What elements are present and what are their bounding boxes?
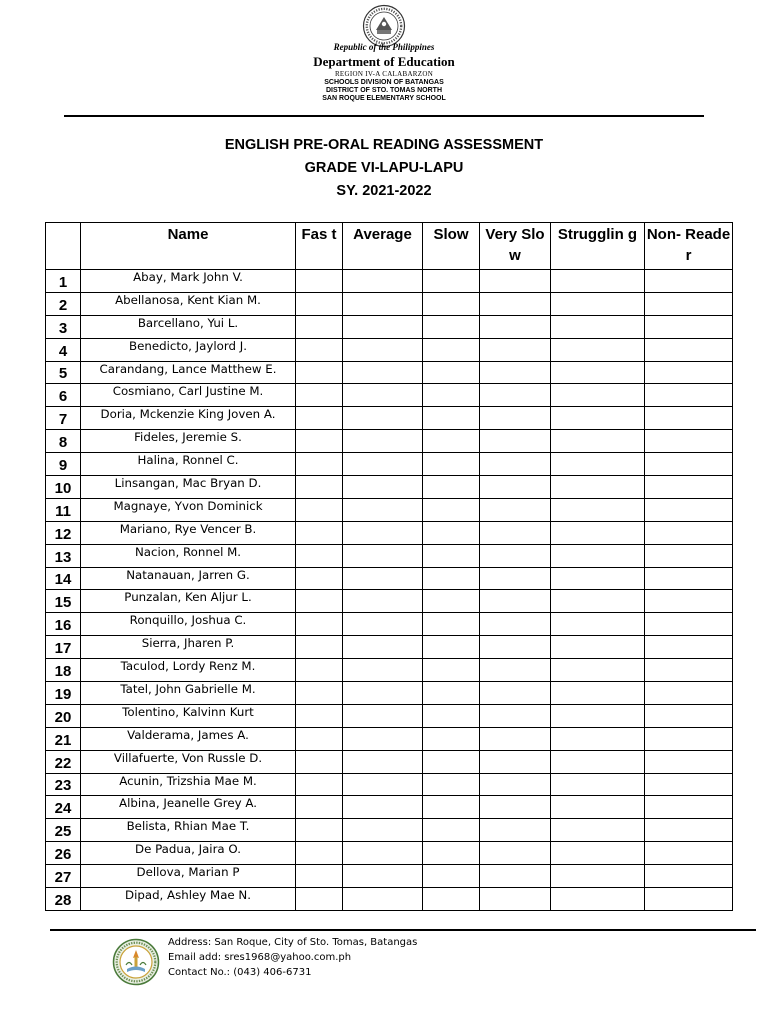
cell-average[interactable] [343,819,423,842]
cell-very-slow[interactable] [480,750,551,773]
cell-fast[interactable] [296,842,343,865]
row-number: 8 [46,430,81,453]
cell-non-reader[interactable] [645,842,733,865]
cell-very-slow[interactable] [480,590,551,613]
row-number: 28 [46,888,81,911]
student-name: Valderama, James A. [81,727,296,750]
row-number: 23 [46,773,81,796]
table-row [46,590,733,613]
cell-struggling[interactable] [551,704,645,727]
cell-very-slow[interactable] [480,521,551,544]
school-label: SAN ROQUE ELEMENTARY SCHOOL [322,95,446,102]
cell-average[interactable] [343,865,423,888]
cell-non-reader[interactable] [645,453,733,476]
cell-average[interactable] [343,453,423,476]
row-number: 16 [46,613,81,636]
student-name: Tolentino, Kalvinn Kurt [81,704,296,727]
cell-non-reader[interactable] [645,682,733,705]
cell-slow[interactable] [423,704,480,727]
cell-struggling[interactable] [551,750,645,773]
row-number: 6 [46,384,81,407]
cell-very-slow[interactable] [480,567,551,590]
cell-average[interactable] [343,384,423,407]
cell-struggling[interactable] [551,819,645,842]
cell-very-slow[interactable] [480,796,551,819]
row-number: 4 [46,338,81,361]
cell-non-reader[interactable] [645,407,733,430]
table-row [46,476,733,499]
student-name: Carandang, Lance Matthew E. [81,361,296,384]
cell-fast[interactable] [296,270,343,293]
cell-non-reader[interactable] [645,338,733,361]
cell-fast[interactable] [296,338,343,361]
cell-slow[interactable] [423,453,480,476]
cell-average[interactable] [343,727,423,750]
cell-slow[interactable] [423,338,480,361]
cell-struggling[interactable] [551,842,645,865]
student-name: Belista, Rhian Mae T. [81,819,296,842]
cell-very-slow[interactable] [480,476,551,499]
cell-non-reader[interactable] [645,384,733,407]
col-name-header: Name [81,223,296,270]
cell-very-slow[interactable] [480,888,551,911]
row-number: 24 [46,796,81,819]
cell-fast[interactable] [296,430,343,453]
cell-struggling[interactable] [551,384,645,407]
cell-very-slow[interactable] [480,727,551,750]
cell-very-slow[interactable] [480,682,551,705]
cell-fast[interactable] [296,750,343,773]
cell-struggling[interactable] [551,888,645,911]
cell-non-reader[interactable] [645,727,733,750]
cell-very-slow[interactable] [480,613,551,636]
cell-fast[interactable] [296,476,343,499]
cell-very-slow[interactable] [480,842,551,865]
student-name: Fideles, Jeremie S. [81,430,296,453]
table-header-row [46,223,733,270]
cell-very-slow[interactable] [480,865,551,888]
cell-non-reader[interactable] [645,865,733,888]
row-number: 10 [46,476,81,499]
col-non-reader-header: Non- Reader [645,223,733,270]
cell-average[interactable] [343,842,423,865]
table-row [46,727,733,750]
row-number: 20 [46,704,81,727]
cell-average[interactable] [343,498,423,521]
student-name: Acunin, Trizshia Mae M. [81,773,296,796]
cell-fast[interactable] [296,613,343,636]
cell-struggling[interactable] [551,338,645,361]
footer-divider [50,929,756,931]
cell-slow[interactable] [423,292,480,315]
cell-non-reader[interactable] [645,430,733,453]
cell-struggling[interactable] [551,521,645,544]
cell-non-reader[interactable] [645,361,733,384]
footer-address: Address: San Roque, City of Sto. Tomas, Batangas [168,937,418,948]
table-row [46,842,733,865]
region-label: REGION IV-A CALABARZON [334,70,434,78]
cell-fast[interactable] [296,453,343,476]
row-number: 13 [46,544,81,567]
student-name: Sierra, Jharen P. [81,636,296,659]
row-number: 11 [46,498,81,521]
table-row [46,865,733,888]
cell-very-slow[interactable] [480,704,551,727]
cell-very-slow[interactable] [480,292,551,315]
student-name: Abay, Mark John V. [81,270,296,293]
cell-slow[interactable] [423,659,480,682]
student-name: Barcellano, Yui L. [81,315,296,338]
cell-very-slow[interactable] [480,407,551,430]
cell-non-reader[interactable] [645,315,733,338]
student-name: Ronquillo, Joshua C. [81,613,296,636]
row-number: 12 [46,521,81,544]
cell-very-slow[interactable] [480,453,551,476]
student-name: Taculod, Lordy Renz M. [81,659,296,682]
col-number-header [46,223,81,270]
table-row [46,315,733,338]
cell-average[interactable] [343,544,423,567]
row-number: 7 [46,407,81,430]
district-label: DISTRICT OF STO. TOMAS NORTH [325,87,443,94]
table-row [46,544,733,567]
student-name: Cosmiano, Carl Justine M. [81,384,296,407]
student-name: Dipad, Ashley Mae N. [81,888,296,911]
cell-struggling[interactable] [551,315,645,338]
cell-fast[interactable] [296,819,343,842]
row-number: 18 [46,659,81,682]
cell-slow[interactable] [423,361,480,384]
table-row [46,453,733,476]
cell-non-reader[interactable] [645,270,733,293]
cell-non-reader[interactable] [645,819,733,842]
row-number: 26 [46,842,81,865]
student-name: Linsangan, Mac Bryan D. [81,476,296,499]
cell-struggling[interactable] [551,476,645,499]
cell-fast[interactable] [296,544,343,567]
cell-non-reader[interactable] [645,888,733,911]
cell-non-reader[interactable] [645,567,733,590]
cell-very-slow[interactable] [480,270,551,293]
cell-struggling[interactable] [551,865,645,888]
table-row [46,636,733,659]
table-row [46,567,733,590]
table-row [46,659,733,682]
col-slow-header: Slow [423,223,480,270]
cell-average[interactable] [343,773,423,796]
table-row [46,773,733,796]
department-label: Department of Education [313,54,455,69]
cell-slow[interactable] [423,384,480,407]
cell-average[interactable] [343,476,423,499]
cell-average[interactable] [343,888,423,911]
table-row [46,819,733,842]
student-name: Natanauan, Jarren G. [81,567,296,590]
row-number: 9 [46,453,81,476]
cell-very-slow[interactable] [480,315,551,338]
student-name: Albina, Jeanelle Grey A. [81,796,296,819]
cell-non-reader[interactable] [645,498,733,521]
table-row [46,430,733,453]
cell-struggling[interactable] [551,727,645,750]
student-name: Tatel, John Gabrielle M. [81,682,296,705]
table-row [46,521,733,544]
cell-average[interactable] [343,270,423,293]
division-label: SCHOOLS DIVISION OF BATANGAS [324,79,444,86]
cell-slow[interactable] [423,636,480,659]
cell-fast[interactable] [296,865,343,888]
cell-fast[interactable] [296,659,343,682]
cell-fast[interactable] [296,796,343,819]
cell-average[interactable] [343,796,423,819]
cell-very-slow[interactable] [480,361,551,384]
table-row [46,407,733,430]
cell-average[interactable] [343,613,423,636]
cell-non-reader[interactable] [645,773,733,796]
cell-non-reader[interactable] [645,613,733,636]
header-divider [64,115,704,117]
row-number: 15 [46,590,81,613]
cell-fast[interactable] [296,704,343,727]
table-row [46,498,733,521]
cell-struggling[interactable] [551,292,645,315]
cell-slow[interactable] [423,270,480,293]
cell-non-reader[interactable] [645,636,733,659]
school-year-title: SY. 2021-2022 [336,183,432,199]
cell-slow[interactable] [423,544,480,567]
cell-slow[interactable] [423,682,480,705]
col-average-header: Average [343,223,423,270]
col-struggling-header: Strugglin g [551,223,645,270]
student-name: Mariano, Rye Vencer B. [81,521,296,544]
cell-very-slow[interactable] [480,636,551,659]
cell-average[interactable] [343,590,423,613]
cell-struggling[interactable] [551,453,645,476]
cell-average[interactable] [343,636,423,659]
cell-struggling[interactable] [551,544,645,567]
table-row [46,888,733,911]
cell-non-reader[interactable] [645,704,733,727]
table-row [46,270,733,293]
cell-slow[interactable] [423,613,480,636]
cell-very-slow[interactable] [480,430,551,453]
row-number: 14 [46,567,81,590]
table-row [46,361,733,384]
cell-average[interactable] [343,361,423,384]
col-fast-header: Fas t [296,223,343,270]
assessment-table [45,222,733,911]
cell-average[interactable] [343,430,423,453]
table-row [46,613,733,636]
cell-fast[interactable] [296,888,343,911]
student-name: Magnaye, Yvon Dominick [81,498,296,521]
cell-slow[interactable] [423,773,480,796]
cell-average[interactable] [343,659,423,682]
cell-non-reader[interactable] [645,521,733,544]
student-name: De Padua, Jaira O. [81,842,296,865]
cell-non-reader[interactable] [645,476,733,499]
cell-fast[interactable] [296,498,343,521]
cell-very-slow[interactable] [480,773,551,796]
table-row [46,796,733,819]
cell-fast[interactable] [296,292,343,315]
col-very-slow-header: Very Slow [480,223,551,270]
cell-fast[interactable] [296,682,343,705]
cell-average[interactable] [343,338,423,361]
student-name: Punzalan, Ken Aljur L. [81,590,296,613]
cell-struggling[interactable] [551,636,645,659]
cell-average[interactable] [343,567,423,590]
cell-slow[interactable] [423,888,480,911]
school-logo-icon [112,938,160,986]
cell-slow[interactable] [423,567,480,590]
cell-average[interactable] [343,750,423,773]
student-name: Benedicto, Jaylord J. [81,338,296,361]
cell-slow[interactable] [423,819,480,842]
cell-fast[interactable] [296,407,343,430]
cell-non-reader[interactable] [645,659,733,682]
row-number: 25 [46,819,81,842]
cell-struggling[interactable] [551,407,645,430]
document-title: ENGLISH PRE-ORAL READING ASSESSMENT [224,137,544,153]
cell-slow[interactable] [423,521,480,544]
cell-very-slow[interactable] [480,498,551,521]
table-row [46,704,733,727]
table-row [46,750,733,773]
cell-fast[interactable] [296,567,343,590]
cell-slow[interactable] [423,727,480,750]
student-name: Abellanosa, Kent Kian M. [81,292,296,315]
cell-very-slow[interactable] [480,819,551,842]
cell-very-slow[interactable] [480,338,551,361]
student-name: Halina, Ronnel C. [81,453,296,476]
table-row [46,338,733,361]
cell-slow[interactable] [423,796,480,819]
cell-struggling[interactable] [551,796,645,819]
row-number: 19 [46,682,81,705]
republic-label: Republic of the Philippines [333,42,435,52]
row-number: 22 [46,750,81,773]
cell-non-reader[interactable] [645,796,733,819]
cell-non-reader[interactable] [645,750,733,773]
cell-fast[interactable] [296,361,343,384]
row-number: 2 [46,292,81,315]
table-row [46,292,733,315]
cell-slow[interactable] [423,750,480,773]
cell-struggling[interactable] [551,682,645,705]
cell-slow[interactable] [423,498,480,521]
cell-fast[interactable] [296,727,343,750]
row-number: 27 [46,865,81,888]
cell-struggling[interactable] [551,361,645,384]
cell-slow[interactable] [423,842,480,865]
student-name: Doria, Mckenzie King Joven A. [81,407,296,430]
student-name: Dellova, Marian P [81,865,296,888]
row-number: 21 [46,727,81,750]
footer-email: Email add: sres1968@yahoo.com.ph [168,952,352,963]
cell-slow[interactable] [423,430,480,453]
cell-struggling[interactable] [551,498,645,521]
cell-fast[interactable] [296,590,343,613]
cell-average[interactable] [343,521,423,544]
cell-non-reader[interactable] [645,590,733,613]
row-number: 5 [46,361,81,384]
cell-average[interactable] [343,315,423,338]
footer-contact: Contact No.: (043) 406-6731 [168,967,312,978]
cell-slow[interactable] [423,476,480,499]
cell-struggling[interactable] [551,773,645,796]
cell-very-slow[interactable] [480,659,551,682]
cell-struggling[interactable] [551,659,645,682]
cell-struggling[interactable] [551,567,645,590]
row-number: 1 [46,270,81,293]
cell-struggling[interactable] [551,430,645,453]
cell-fast[interactable] [296,773,343,796]
cell-fast[interactable] [296,521,343,544]
cell-non-reader[interactable] [645,544,733,567]
cell-slow[interactable] [423,315,480,338]
row-number: 17 [46,636,81,659]
cell-very-slow[interactable] [480,384,551,407]
cell-average[interactable] [343,292,423,315]
cell-slow[interactable] [423,407,480,430]
cell-struggling[interactable] [551,590,645,613]
student-name: Villafuerte, Von Russle D. [81,750,296,773]
cell-slow[interactable] [423,590,480,613]
cell-fast[interactable] [296,636,343,659]
table-row [46,682,733,705]
table-row [46,384,733,407]
row-number: 3 [46,315,81,338]
cell-slow[interactable] [423,865,480,888]
cell-average[interactable] [343,682,423,705]
cell-struggling[interactable] [551,270,645,293]
grade-section-title: GRADE VI-LAPU-LAPU [304,160,464,176]
cell-fast[interactable] [296,384,343,407]
cell-average[interactable] [343,407,423,430]
cell-non-reader[interactable] [645,292,733,315]
cell-fast[interactable] [296,315,343,338]
cell-struggling[interactable] [551,613,645,636]
cell-very-slow[interactable] [480,544,551,567]
student-name: Nacion, Ronnel M. [81,544,296,567]
cell-average[interactable] [343,704,423,727]
